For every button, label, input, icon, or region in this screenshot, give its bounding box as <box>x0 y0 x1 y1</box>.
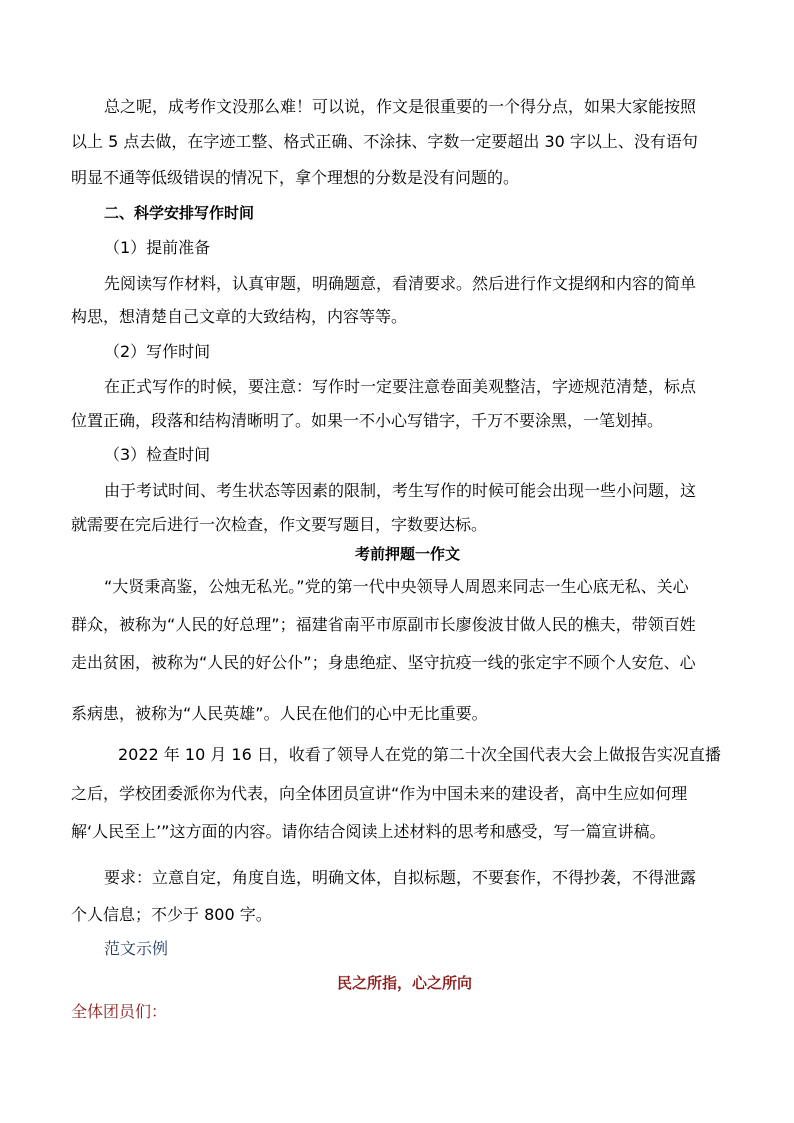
item-2-line-1: 在正式写作的时候，要注意：写作时一定要注意卷面美观整洁，字迹规范清楚，标点 <box>104 377 697 396</box>
intro-line-1: 总之呢，成考作文没那么难！可以说，作文是很重要的一个得分点，如果大家能按照 <box>104 97 697 116</box>
item-3-line-1: 由于考试时间、考生状态等因素的限制，考生写作的时候可能会出现一些小问题，这 <box>104 481 697 500</box>
item-3-line-2: 就需要在完后进行一次检查，作文要写题目，字数要达标。 <box>71 515 488 534</box>
sample-label: 范文示例 <box>104 939 169 958</box>
material-line-2: 群众，被称为“人民的好总理”；福建省南平市原副市长廖俊波甘做人民的樵夫，带领百姓 <box>71 615 696 634</box>
item-2-label: （2）写作时间 <box>104 342 211 361</box>
material-line-1: “大贤秉高鉴，公烛无私光。”党的第一代中央领导人周恩来同志一生心底无私、关心 <box>104 577 689 596</box>
prompt-title: 考前押题一作文 <box>355 545 461 563</box>
intro-line-2: 以上 5 点去做，在字迹工整、格式正确、不涂抹、字数一定要超出 30 字以上、没有语句 <box>71 132 698 151</box>
task-line-2: 之后，学校团委派你为代表，向全体团员宣讲“作为中国未来的建设者，高中生应如何理 <box>71 784 688 803</box>
task-line-3: 解‘人民至上’”这方面的内容。请你结合阅读上述材料的思考和感受，写一篇宣讲稿。 <box>71 822 666 841</box>
item-2-line-2: 位置正确，段落和结构清晰明了。如果一不小心写错字，千万不要涂黑，一笔划掉。 <box>71 411 664 430</box>
item-1-line-2: 构思，想清楚自己文章的大致结构，内容等等。 <box>71 307 408 326</box>
requirement-line-2: 个人信息；不少于 800 字。 <box>71 905 272 924</box>
material-line-3: 走出贫困，被称为“人民的好公仆”；身患绝症、坚守抗疫一线的张定宇不顾个人安危、心 <box>71 653 696 672</box>
item-1-label: （1）提前准备 <box>104 238 211 257</box>
essay-salutation: 全体团员们： <box>71 1002 168 1021</box>
item-1-line-1: 先阅读写作材料，认真审题，明确题意，看清要求。然后进行作文提纲和内容的简单 <box>104 274 697 293</box>
material-line-4: 系病患，被称为“人民英雄”。人民在他们的心中无比重要。 <box>71 704 488 723</box>
essay-title: 民之所指，心之所向 <box>337 974 473 992</box>
task-line-1: 2022 年 10 月 16 日，收看了领导人在党的第二十次全国代表大会上做报告实况直播 <box>118 745 721 764</box>
section-two-heading: 二、科学安排写作时间 <box>104 204 255 222</box>
requirement-line-1: 要求：立意自定，角度自选，明确文体，自拟标题，不要套作，不得抄袭，不得泄露 <box>104 868 697 887</box>
item-3-label: （3）检查时间 <box>104 445 211 464</box>
intro-line-3: 明显不通等低级错误的情况下，拿个理想的分数是没有问题的。 <box>71 168 520 187</box>
